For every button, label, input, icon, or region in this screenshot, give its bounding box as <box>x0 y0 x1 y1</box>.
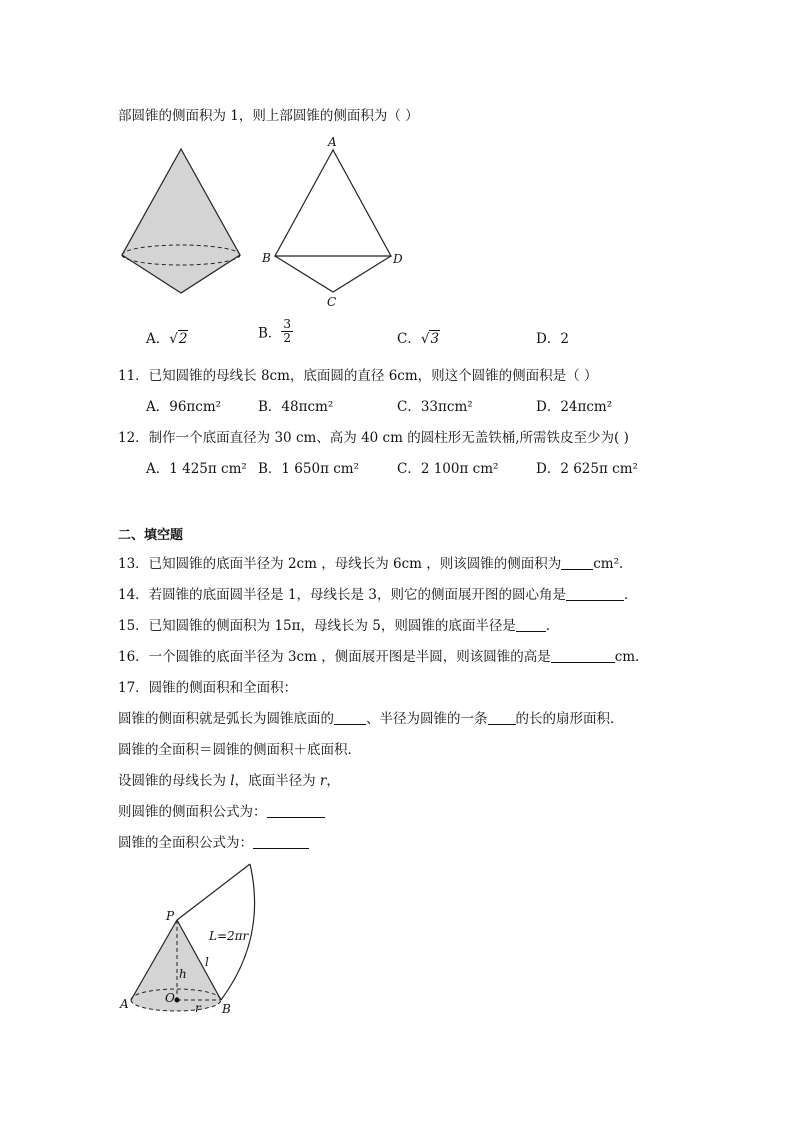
q11-option-a[interactable]: A．96πcm² <box>146 399 222 415</box>
q15-answer-blank[interactable] <box>516 617 546 632</box>
label-r: r <box>195 1001 201 1015</box>
label-a: A <box>120 997 129 1011</box>
q16-answer-blank[interactable] <box>551 648 615 663</box>
q10-stem: 部圆锥的侧面积为 1，则上部圆锥的侧面积为（ ） <box>118 108 419 124</box>
q17-line3: 设圆锥的母线长为 l，底面半径为 r， <box>118 773 340 789</box>
q17-stem: 17．圆锥的侧面积和全面积： <box>118 680 298 696</box>
q17-figure-cone-development <box>115 858 285 1028</box>
q17-blank-1[interactable] <box>334 710 366 725</box>
section-title-fill-in: 二、填空题 <box>118 528 184 543</box>
q17-blank-4[interactable] <box>253 834 309 849</box>
q12-option-c[interactable]: C．2 100π cm² <box>397 461 499 477</box>
q10-figure-cross-section <box>255 132 415 312</box>
sqrt-icon: √ <box>169 331 178 347</box>
sqrt-icon: √ <box>420 331 430 347</box>
center-point <box>175 998 180 1003</box>
sector-edge <box>177 864 250 920</box>
label-arc-length: L=2πr <box>209 929 249 943</box>
q12-stem: 12．制作一个底面直径为 30 cm、高为 40 cm 的圆柱形无盖铁桶,所需铁皮至少为( ) <box>118 430 629 446</box>
label-b: B <box>262 251 271 265</box>
q12-option-b[interactable]: B．1 650π cm² <box>258 461 360 477</box>
double-cone-shape <box>122 149 240 293</box>
q14-answer-blank[interactable] <box>566 586 624 601</box>
label-d: D <box>393 252 403 266</box>
q15: 15．已知圆锥的侧面积为 15π，母线长为 5，则圆锥的底面半径是 ． <box>118 618 560 634</box>
label-b: B <box>222 1002 231 1016</box>
q17-line5: 圆锥的全面积公式为： <box>118 831 309 851</box>
q17-line4: 则圆锥的侧面积公式为： <box>118 800 325 820</box>
q14: 14．若圆锥的底面圆半径是 1，母线长是 3，则它的侧面展开图的圆心角是 ． <box>118 587 638 603</box>
q11-option-b[interactable]: B．48πcm² <box>258 399 334 415</box>
fraction: $\frac{3}{2}$ <box>283 317 292 345</box>
triangle-abd <box>275 150 391 256</box>
q11-option-c[interactable]: C．33πcm² <box>397 399 473 415</box>
q10-figure-double-cone <box>115 145 250 297</box>
q17-blank-2[interactable] <box>488 710 516 725</box>
q17-line1: 圆锥的侧面积就是弧长为圆锥底面的 、半径为圆锥的一条 的长的扇形面积． <box>118 711 624 727</box>
q17-line2: 圆锥的全面积＝圆锥的侧面积＋底面积． <box>118 742 361 758</box>
q10-option-a[interactable]: A．√2 <box>146 331 188 347</box>
label-h: h <box>179 967 187 981</box>
q10-option-d[interactable]: D．2 <box>536 331 569 347</box>
q13: 13．已知圆锥的底面半径为 2cm ，母线长为 6cm ，则该圆锥的侧面积为 cm²． <box>118 556 633 572</box>
q12-option-d[interactable]: D．2 625π cm² <box>536 461 638 477</box>
q11-stem: 11．已知圆锥的母线长 8cm，底面圆的直径 6cm，则这个圆锥的侧面积是（ ） <box>118 368 598 384</box>
q10-option-c[interactable]: C．√3 <box>397 331 440 347</box>
label-p: P <box>166 909 175 923</box>
label-l: l <box>205 955 209 969</box>
q17-blank-3[interactable] <box>267 803 325 818</box>
q11-option-d[interactable]: D．24πcm² <box>536 399 613 415</box>
label-a: A <box>328 135 337 149</box>
label-c: C <box>327 295 337 309</box>
label-o: O <box>165 991 175 1005</box>
q16: 16．一个圆锥的底面半径为 3cm ，侧面展开图是半圆，则该圆锥的高是 cm． <box>118 649 649 665</box>
q13-answer-blank[interactable] <box>561 555 593 570</box>
q10-option-b[interactable]: B． $\frac{3}{2}$ <box>258 317 292 345</box>
q12-option-a[interactable]: A．1 425π cm² <box>146 461 247 477</box>
triangle-bcd <box>275 256 391 292</box>
